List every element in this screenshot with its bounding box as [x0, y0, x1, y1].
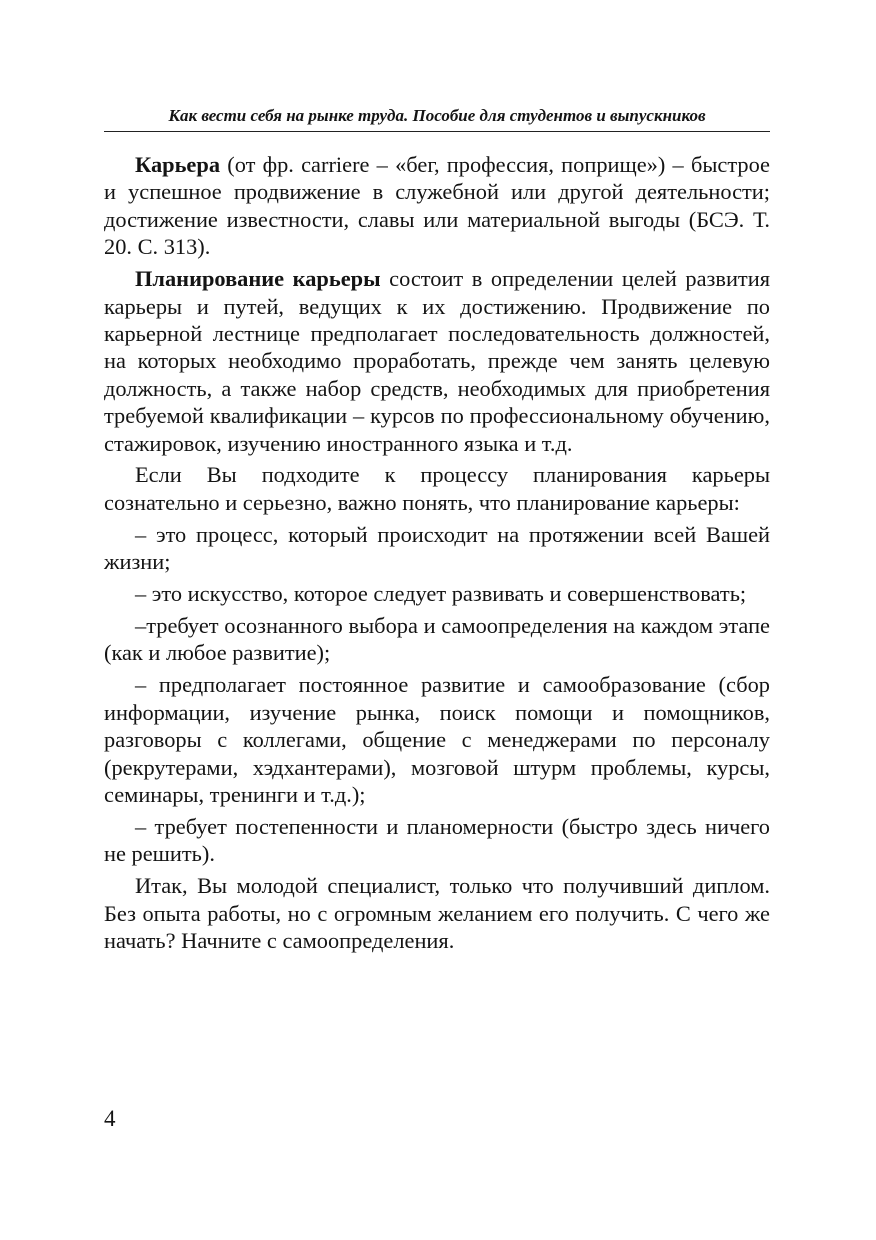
page-body [104, 151, 770, 959]
list-item: –требует осознанного выбора и самоопределения на каждом этапе (как и любое развитие); [104, 613, 770, 666]
list-item: – предполагает постоянное развитие и самообразование (сбор информации, изучение рынка, поиск помощи и помощников, разговоры с коллегами, общение с менеджерами по персоналу (рекрутерами, хэдхантерами), мозговой штурм проблемы, курсы, семинары, тренинги и т.д.); [104, 672, 770, 807]
paragraph-planning-intro: Если Вы подходите к процессу планирования карьеры сознательно и серьезно, важно понять, что планирование карьеры: [104, 462, 770, 515]
career-planning-text: состоит в определении целей развития карьеры и путей, ведущих к их достижению. Продвижение по карьерной лестнице предполагает последовательность должностей, на которых необходимо проработать, прежде чем занять целевую должность, а также набор средств, необходимых для приобретения требуемой квалификации – курсов по профессиональному обучению, стажировок, изучению иностранного языка и т.д. [104, 266, 770, 456]
term-career: Карьера [135, 152, 221, 177]
paragraph-career-planning [104, 265, 770, 457]
list-item: – это процесс, который происходит на протяжении всей Вашей жизни; [104, 521, 770, 575]
list-item: – это искусство, которое следует развивать и совершенствовать; [135, 581, 747, 607]
page-number: 4 [104, 1106, 116, 1131]
career-definition-text: (от фр. carriere – «бег, профессия, поприще») – быстрое и успешное продвижение в служебной или другой деятельности; достижение известности, славы или материальной выгоды (БСЭ. Т. 20. С. 313). [104, 152, 770, 260]
running-header: Как вести себя на рынке труда. Пособие для студентов и выпускников [168, 106, 706, 125]
header-rule [104, 131, 770, 132]
paragraph-career-definition [104, 151, 770, 261]
list-item: – требует постепенности и планомерности (быстро здесь ничего не решить). [104, 813, 770, 867]
term-career-planning: Планирование карьеры [135, 266, 381, 292]
paragraph-conclusion: Итак, Вы молодой специалист, только что получивший диплом. Без опыта работы, но с огромным желанием его получить. С чего же начать? Начните с самоопределения. [104, 873, 770, 953]
